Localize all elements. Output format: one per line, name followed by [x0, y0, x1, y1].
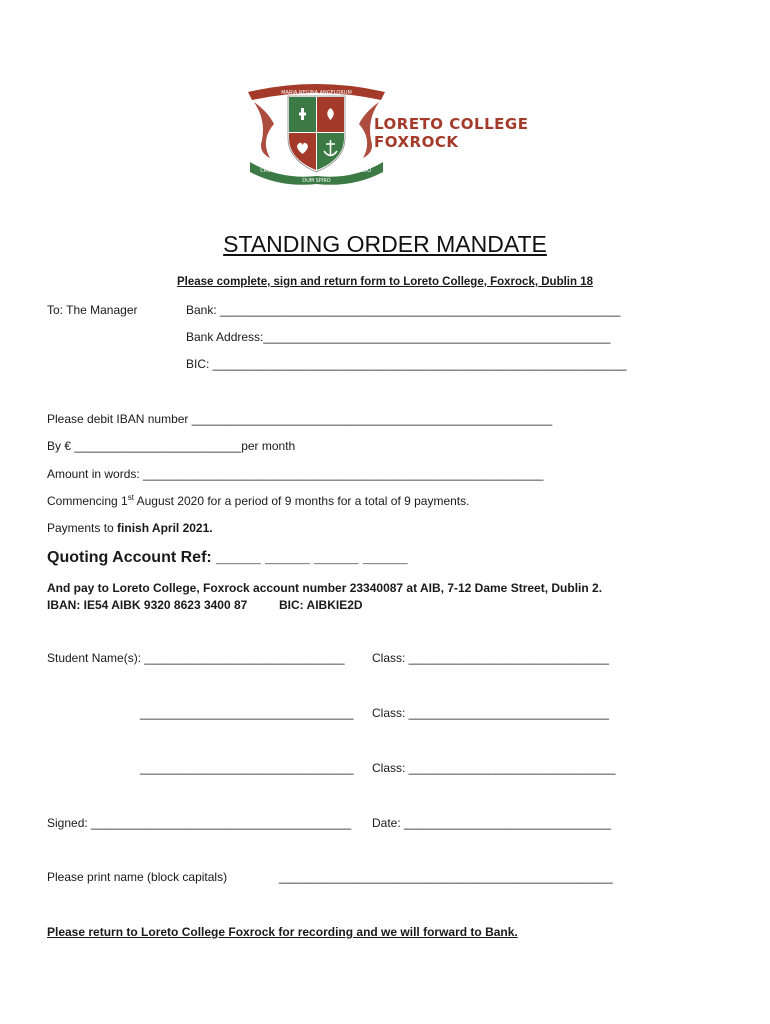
iban-value: IBAN: IE54 AIBK 9320 8623 3400 87 [47, 598, 248, 612]
crest-motto-top: MARIA REGINA ANGELORUM [281, 90, 352, 96]
print-name-label: Please print name (block capitals) [47, 870, 228, 884]
quoting-account-ref[interactable]: Quoting Account Ref: _____ _____ _____ _____ [47, 549, 408, 566]
commencing-text [47, 494, 469, 508]
crest-motto-center: DUM SPIRO [302, 178, 331, 184]
brand-line-2: FOXROCK [374, 133, 459, 151]
payments-finish-text [47, 521, 213, 535]
print-name-field[interactable]: __________________________________________________ [279, 870, 613, 884]
date-field[interactable]: Date: _______________________________ [372, 816, 611, 830]
amount-field[interactable]: By € _________________________per month [47, 439, 296, 453]
class-field-3[interactable]: Class: _______________________________ [372, 761, 616, 775]
bic-value: BIC: AIBKIE2D [279, 598, 363, 612]
amount-words-field[interactable]: Amount in words: ____________________________________________________________ [47, 467, 544, 481]
student-name-field-3[interactable]: ________________________________ [140, 761, 354, 775]
pay-to-details: And pay to Loreto College, Foxrock account number 23340087 at AIB, 7-12 Dame Street, Dublin 2. [47, 581, 603, 595]
brand-name [374, 115, 528, 151]
signature-field[interactable]: Signed: _______________________________________ [47, 816, 352, 830]
student-name-field-2[interactable]: ________________________________ [140, 706, 354, 720]
school-crest-logo [244, 80, 389, 185]
brand-line-1: LORETO COLLEGE [374, 115, 529, 133]
to-manager-label: To: The Manager [47, 303, 138, 317]
student-name-field[interactable]: Student Name(s): ______________________________ [47, 651, 345, 665]
commencing-post: August 2020 for a period of 9 months for a total of 9 payments. [133, 494, 470, 508]
class-field-1[interactable]: Class: ______________________________ [372, 651, 609, 665]
return-instructions: Please return to Loreto College Foxrock for recording and we will forward to Bank. [47, 925, 518, 939]
payments-pre: Payments to [47, 521, 118, 535]
bank-field[interactable]: Bank: ____________________________________________________________ [186, 303, 621, 317]
payments-bold: finish April 2021. [117, 521, 213, 535]
page-title: STANDING ORDER MANDATE [223, 231, 547, 257]
crest-motto-left: CRUCI [260, 168, 276, 174]
bic-field[interactable]: BIC: ______________________________________________________________ [186, 357, 627, 371]
commencing-sup: st [127, 493, 134, 502]
iban-field[interactable]: Please debit IBAN number ______________________________________________________ [47, 412, 553, 426]
form-instructions: Please complete, sign and return form to Loreto College, Foxrock, Dublin 18 [177, 276, 593, 288]
crest-motto-right: FIDO [358, 168, 372, 174]
class-field-2[interactable]: Class: ______________________________ [372, 706, 609, 720]
commencing-pre: Commencing 1 [47, 494, 128, 508]
bank-address-field[interactable]: Bank Address:____________________________________________________ [186, 330, 611, 344]
